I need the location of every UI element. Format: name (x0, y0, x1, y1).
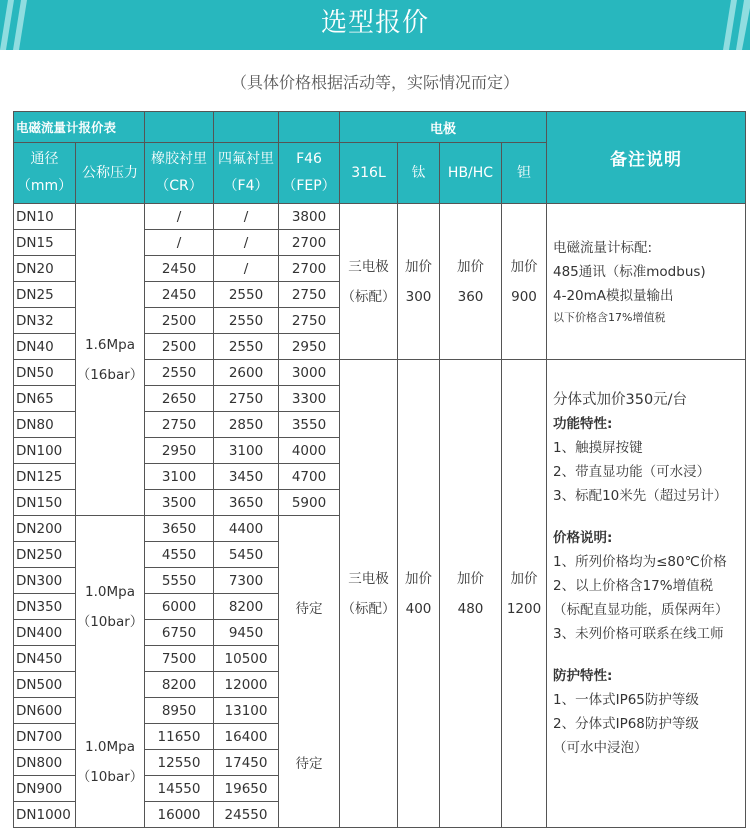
cell-cr: 4550 (145, 542, 214, 568)
cell-cr: 2650 (145, 386, 214, 412)
header-line: （CR） (155, 178, 203, 194)
cell-dn: DN200 (14, 516, 76, 542)
electrode-line: 加价 (405, 570, 432, 587)
pressure-group (76, 698, 145, 828)
pressure-group (76, 516, 145, 698)
cell-f4: 10500 (214, 646, 279, 672)
electrode-ti-cell (398, 360, 440, 828)
cell-dn: DN125 (14, 464, 76, 490)
cell-cr: 6000 (145, 594, 214, 620)
electrode-line: 加价 (405, 258, 432, 275)
pressure-bar: （10bar） (76, 613, 144, 630)
header-blank (145, 112, 214, 143)
header-blank (214, 112, 279, 143)
electrode-line: 480 (457, 600, 484, 617)
header-electrode-ta: 钽 (502, 143, 547, 204)
pressure-bar: （10bar） (76, 769, 144, 786)
electrode-316l-cell (340, 360, 398, 828)
cell-fep: 2750 (279, 282, 340, 308)
notes-heading: 电磁流量计标配: (553, 239, 653, 256)
cell-dn: DN100 (14, 438, 76, 464)
cell-f4: 3650 (214, 490, 279, 516)
electrode-316l-cell (340, 204, 398, 360)
notes-spacer (553, 646, 745, 664)
electrode-line: （标配） (341, 600, 396, 617)
cell-f4: 5450 (214, 542, 279, 568)
cell-cr: 16000 (145, 802, 214, 828)
cell-cr: 7500 (145, 646, 214, 672)
cell-dn: DN600 (14, 698, 76, 724)
notes-heading: 功能特性: (553, 415, 613, 432)
notes-line: 3、未列价格可联系在线工师 (553, 625, 724, 642)
electrode-ti-cell (398, 204, 440, 360)
cell-f4: 2550 (214, 334, 279, 360)
cell-f4: / (214, 256, 279, 282)
notes-line: 1、一体式IP65防护等级 (553, 691, 699, 708)
cell-cr: 3500 (145, 490, 214, 516)
notes-spacer (553, 760, 745, 800)
cell-dn: DN300 (14, 568, 76, 594)
cell-cr: 2950 (145, 438, 214, 464)
notes-line: 2、以上价格含17%增值税 (553, 577, 714, 594)
notes-line: 4-20mA模拟量输出 (553, 287, 674, 304)
cell-dn: DN80 (14, 412, 76, 438)
cell-fep: 3000 (279, 360, 340, 386)
cell-fep: 3550 (279, 412, 340, 438)
cell-f4: / (214, 230, 279, 256)
cell-dn: DN900 (14, 776, 76, 802)
electrode-line: 1200 (506, 600, 542, 617)
cell-dn: DN10 (14, 204, 76, 230)
notes-line: （可水中浸泡） (553, 739, 648, 756)
notes-line: （标配直显功能，质保两年） (553, 601, 729, 618)
cell-dn: DN400 (14, 620, 76, 646)
cell-fep: 3300 (279, 386, 340, 412)
price-table (13, 111, 746, 828)
pressure-value: 1.0Mpa (85, 583, 135, 600)
cell-f4: 3100 (214, 438, 279, 464)
cell-f4: 7300 (214, 568, 279, 594)
electrode-ta-cell (502, 204, 547, 360)
cell-fep: 3800 (279, 204, 340, 230)
electrode-ta-cell (502, 360, 547, 828)
table-row (14, 204, 746, 230)
cell-cr: 2500 (145, 334, 214, 360)
cell-f4: 4400 (214, 516, 279, 542)
cell-cr: 3650 (145, 516, 214, 542)
notes-split-price: 分体式加价350元/台 (553, 391, 688, 408)
notes-details (547, 360, 746, 828)
cell-cr: 2750 (145, 412, 214, 438)
cell-dn: DN150 (14, 490, 76, 516)
cell-cr: / (145, 204, 214, 230)
notes-heading: 价格说明: (553, 529, 613, 546)
cell-cr: 12550 (145, 750, 214, 776)
cell-f4: 3450 (214, 464, 279, 490)
notes-line: 2、带直显功能（可水浸） (553, 463, 711, 480)
fep-pending: 待定 (279, 698, 340, 828)
cell-fep: 2700 (279, 256, 340, 282)
electrode-hbhc-cell (440, 204, 502, 360)
header-line: F46 (296, 151, 322, 167)
electrode-line: （标配） (341, 288, 396, 305)
header-blank (279, 112, 340, 143)
cell-f4: 16400 (214, 724, 279, 750)
cell-f4: 2850 (214, 412, 279, 438)
notes-standard (547, 204, 746, 360)
notes-header: 备注说明 (547, 112, 746, 204)
cell-dn: DN1000 (14, 802, 76, 828)
cell-fep: 4700 (279, 464, 340, 490)
cell-dn: DN500 (14, 672, 76, 698)
cell-f4: 17450 (214, 750, 279, 776)
cell-dn: DN250 (14, 542, 76, 568)
cell-dn: DN350 (14, 594, 76, 620)
cell-f4: 8200 (214, 594, 279, 620)
cell-dn: DN40 (14, 334, 76, 360)
notes-line: 1、所列价格均为≤80℃价格 (553, 553, 727, 570)
page-title: 选型报价 (320, 8, 429, 38)
cell-dn: DN50 (14, 360, 76, 386)
notes-spacer (553, 508, 745, 526)
header-line: （F4） (223, 178, 269, 194)
cell-f4: 13100 (214, 698, 279, 724)
cell-cr: 2550 (145, 360, 214, 386)
cell-fep: 2700 (279, 230, 340, 256)
electrode-hbhc-cell (440, 360, 502, 828)
pressure-value: 1.6Mpa (85, 336, 135, 353)
cell-cr: / (145, 230, 214, 256)
cell-cr: 11650 (145, 724, 214, 750)
electrode-line: 三电极 (348, 258, 389, 275)
electrode-line: 加价 (510, 258, 538, 275)
cell-f4: 2750 (214, 386, 279, 412)
pressure-value: 1.0Mpa (85, 739, 135, 756)
cell-f4: / (214, 204, 279, 230)
cell-f4: 2550 (214, 308, 279, 334)
electrode-line: 300 (405, 288, 432, 305)
header-pressure: 公称压力 (76, 143, 145, 204)
cell-cr: 6750 (145, 620, 214, 646)
cell-cr: 2450 (145, 282, 214, 308)
notes-tax-note: 以下价格含17%增值税 (553, 310, 666, 324)
cell-dn: DN65 (14, 386, 76, 412)
header-line: 通径 (30, 151, 59, 167)
cell-f4: 19650 (214, 776, 279, 802)
header-line: 橡胶衬里 (151, 151, 207, 167)
cell-f4: 9450 (214, 620, 279, 646)
header-electrode-316l: 316L (340, 143, 398, 204)
cell-dn: DN32 (14, 308, 76, 334)
title-banner (0, 0, 750, 50)
pressure-group (76, 204, 145, 516)
electrode-line: 加价 (457, 570, 484, 587)
cell-dn: DN800 (14, 750, 76, 776)
electrode-line: 400 (405, 600, 432, 617)
cell-fep: 4000 (279, 438, 340, 464)
header-line: （mm） (16, 178, 73, 194)
notes-heading: 防护特性: (553, 667, 613, 684)
header-rubber-lining (145, 143, 214, 204)
cell-f4: 2600 (214, 360, 279, 386)
cell-f4: 12000 (214, 672, 279, 698)
cell-fep: 2750 (279, 308, 340, 334)
header-nominal-diameter (14, 143, 76, 204)
header-electrode-hbhc: HB/HC (440, 143, 502, 204)
cell-cr: 5550 (145, 568, 214, 594)
electrode-line: 900 (511, 288, 537, 305)
cell-f4: 2550 (214, 282, 279, 308)
pressure-bar: （16bar） (76, 366, 144, 383)
price-disclaimer: （具体价格根据活动等，实际情况而定） (230, 73, 519, 92)
electrode-line: 360 (457, 288, 484, 305)
cell-fep: 5900 (279, 490, 340, 516)
header-electrode-ti: 钛 (398, 143, 440, 204)
table-title: 电磁流量计报价表 (14, 112, 145, 143)
electrode-line: 三电极 (348, 570, 389, 587)
header-ptfe-lining (214, 143, 279, 204)
notes-line: 485通讯（标准modbus) (553, 263, 706, 280)
cell-cr: 8950 (145, 698, 214, 724)
cell-cr: 8200 (145, 672, 214, 698)
cell-cr: 14550 (145, 776, 214, 802)
cell-dn: DN450 (14, 646, 76, 672)
cell-dn: DN25 (14, 282, 76, 308)
electrode-line: 加价 (510, 570, 538, 587)
cell-dn: DN20 (14, 256, 76, 282)
header-line: 四氟衬里 (218, 151, 274, 167)
electrode-line: 加价 (457, 258, 484, 275)
cell-fep: 2950 (279, 334, 340, 360)
header-line: （FEP） (282, 178, 336, 194)
fep-pending: 待定 (279, 516, 340, 698)
cell-f4: 24550 (214, 802, 279, 828)
cell-cr: 2500 (145, 308, 214, 334)
notes-line: 1、触摸屏按键 (553, 439, 643, 456)
notes-line: 2、分体式IP68防护等级 (553, 715, 699, 732)
notes-line: 3、标配10米先（超过另计） (553, 487, 728, 504)
header-f46-lining (279, 143, 340, 204)
cell-dn: DN700 (14, 724, 76, 750)
cell-cr: 2450 (145, 256, 214, 282)
electrode-header: 电极 (340, 112, 547, 143)
cell-cr: 3100 (145, 464, 214, 490)
cell-dn: DN15 (14, 230, 76, 256)
